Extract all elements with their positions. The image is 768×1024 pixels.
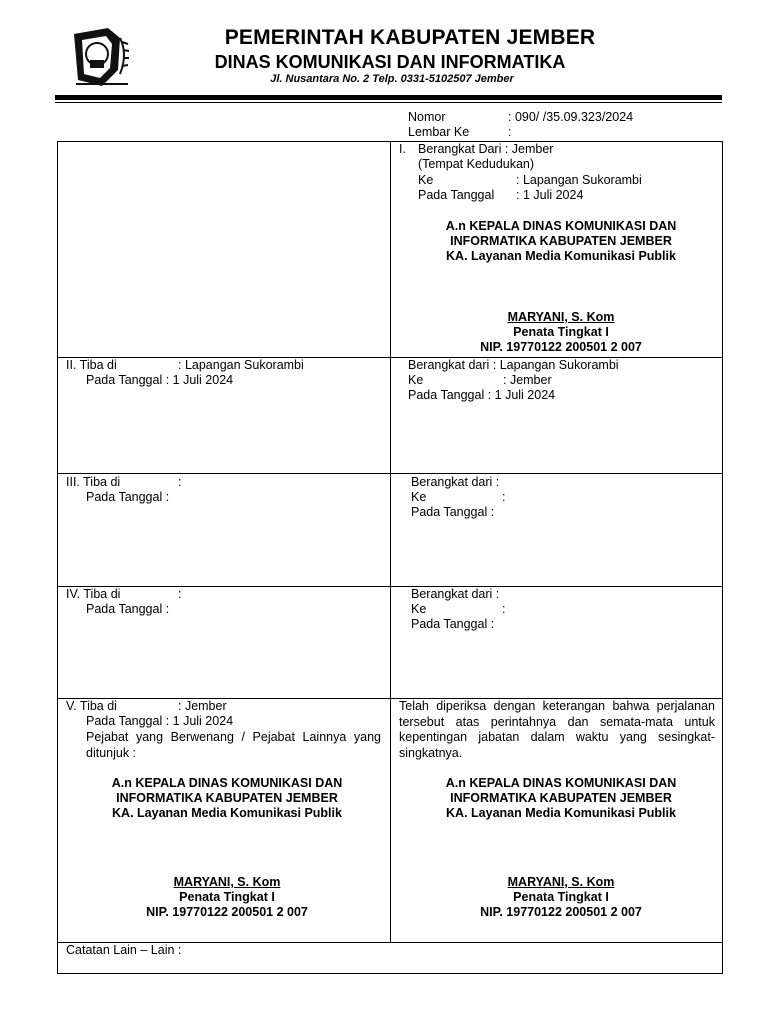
signature-block-2: [57, 776, 397, 920]
section3-tiba-value: :: [178, 475, 182, 489]
row-divider-3: [57, 586, 723, 587]
nomor-label: Nomor: [408, 110, 446, 124]
section3-ke-label: Ke: [411, 490, 427, 504]
signature-nip: NIP. 19770122 200501 2 007: [480, 905, 642, 919]
signature-an-line3: KA. Layanan Media Komunikasi Publik: [112, 806, 342, 820]
section4-tanggal: Pada Tanggal :: [86, 602, 170, 616]
signature-an-line2: INFORMATIKA KABUPATEN JEMBER: [450, 234, 672, 248]
header-rule-thick: [55, 95, 722, 100]
section2-tiba-label: II. Tiba di: [66, 358, 117, 372]
section5-tiba-value: : Jember: [178, 699, 227, 713]
section3-right-tanggal: Pada Tanggal :: [411, 505, 495, 519]
section3-ke-value: :: [502, 490, 506, 504]
signature-name: MARYANI, S. Kom: [173, 875, 281, 889]
section4-tiba-label: IV. Tiba di: [66, 587, 121, 601]
section3-tiba-label: III. Tiba di: [66, 475, 121, 489]
signature-rank: Penata Tingkat I: [513, 890, 609, 904]
header-address: Jl. Nusantara No. 2 Telp. 0331-5102507 Jember: [270, 73, 514, 85]
section5-keterangan: Telah diperiksa dengan keterangan bahwa perjalanan tersebut atas perintahnya dan semata-mata untuk kepentingan jabatan dalam waktu yang sesingkat-singkatnya.: [399, 699, 715, 760]
section1-number: I.: [399, 142, 406, 156]
section3-berangkat: Berangkat dari :: [411, 475, 500, 489]
header-title: PEMERINTAH KABUPATEN JEMBER: [224, 26, 596, 49]
signature-rank: Penata Tingkat I: [513, 325, 609, 339]
header-rule-thin: [55, 102, 722, 103]
section2-tiba-value: : Lapangan Sukorambi: [178, 358, 304, 372]
signature-nip: NIP. 19770122 200501 2 007: [480, 340, 642, 354]
signature-name: MARYANI, S. Kom: [507, 875, 615, 889]
signature-name: MARYANI, S. Kom: [507, 310, 615, 324]
catatan-lain: Catatan Lain – Lain :: [66, 943, 182, 957]
section2-tanggal: Pada Tanggal : 1 Juli 2024: [86, 373, 234, 387]
section4-berangkat: Berangkat dari :: [411, 587, 500, 601]
nomor-value: : 090/ /35.09.323/2024: [508, 110, 634, 124]
signature-an-line3: KA. Layanan Media Komunikasi Publik: [446, 806, 676, 820]
signature-block-1: [391, 219, 731, 355]
section2-ke-value: : Jember: [503, 373, 552, 387]
section5-tanggal: Pada Tanggal : 1 Juli 2024: [86, 714, 234, 728]
section4-right-tanggal: Pada Tanggal :: [411, 617, 495, 631]
signature-an-line2: INFORMATIKA KABUPATEN JEMBER: [450, 791, 672, 805]
row-divider-2: [57, 473, 723, 474]
section1-kedudukan: (Tempat Kedudukan): [418, 157, 535, 171]
section5-pejabat: Pejabat yang Berwenang / Pejabat Lainnya yang ditunjuk :: [86, 730, 381, 760]
section4-ke-label: Ke: [411, 602, 427, 616]
signature-an-line3: KA. Layanan Media Komunikasi Publik: [446, 249, 676, 263]
header-subtitle: DINAS KOMUNIKASI DAN INFORMATIKA: [214, 52, 566, 72]
section4-tiba-value: :: [178, 587, 182, 601]
signature-block-3: [391, 776, 731, 920]
section5-tiba-label: V. Tiba di: [66, 699, 117, 713]
section1-berangkat: Berangkat Dari : Jember: [418, 142, 554, 156]
lembar-value: :: [508, 125, 512, 139]
section1-ke-value: : Lapangan Sukorambi: [516, 173, 642, 187]
signature-nip: NIP. 19770122 200501 2 007: [146, 905, 308, 919]
section1-tgl-label: Pada Tanggal: [418, 188, 495, 202]
section4-ke-value: :: [502, 602, 506, 616]
section1-ke-label: Ke: [418, 173, 434, 187]
row-divider-1: [57, 357, 723, 358]
section1-tgl-value: : 1 Juli 2024: [516, 188, 584, 202]
section2-berangkat: Berangkat dari : Lapangan Sukorambi: [408, 358, 619, 372]
signature-rank: Penata Tingkat I: [179, 890, 275, 904]
signature-an-line2: INFORMATIKA KABUPATEN JEMBER: [116, 791, 338, 805]
lembar-label: Lembar Ke: [408, 125, 470, 139]
section3-tanggal: Pada Tanggal :: [86, 490, 170, 504]
section2-right-tanggal: Pada Tanggal : 1 Juli 2024: [408, 388, 556, 402]
section2-ke-label: Ke: [408, 373, 424, 387]
signature-an-line1: A.n KEPALA DINAS KOMUNIKASI DAN: [445, 776, 677, 790]
signature-an-line1: A.n KEPALA DINAS KOMUNIKASI DAN: [445, 219, 677, 233]
signature-an-line1: A.n KEPALA DINAS KOMUNIKASI DAN: [111, 776, 343, 790]
